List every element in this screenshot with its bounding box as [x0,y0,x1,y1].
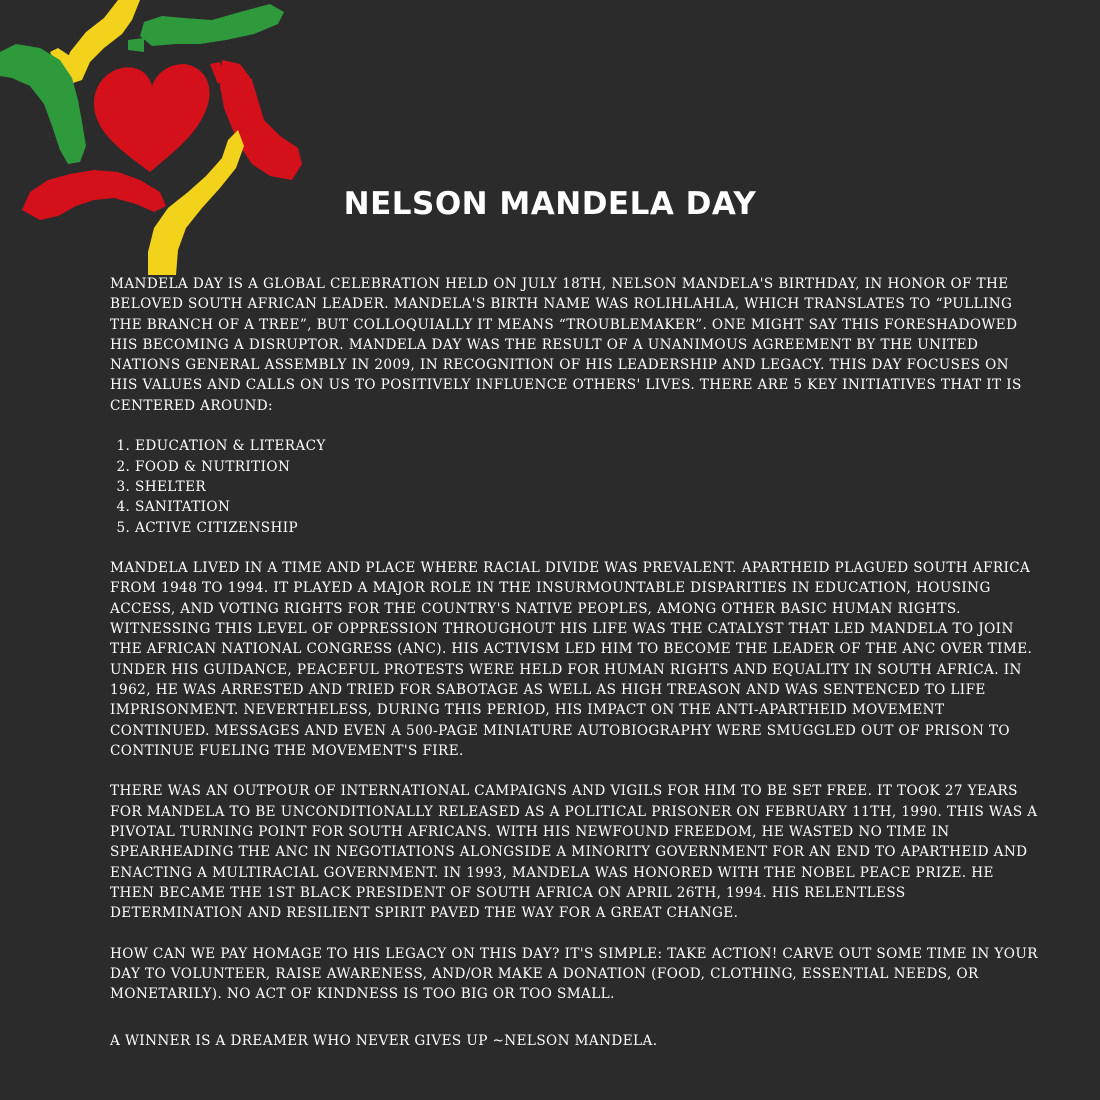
closing-quote: A WINNER IS A DREAMER WHO NEVER GIVES UP ~NELSON MANDELA. [110,1033,658,1049]
heart-icon [94,64,210,172]
list-item: 2. FOOD & NUTRITION [135,457,1040,477]
article-body [110,274,1040,1025]
list-item: 3. SHELTER [135,477,1040,497]
intro-paragraph: MANDELA DAY IS A GLOBAL CELEBRATION HELD ON JULY 18TH, NELSON MANDELA'S BIRTHDAY, IN HONOR OF THE BELOVED SOUTH AFRICAN LEADER. MANDELA'S BIRTH NAME WAS ROLIHLAHLA, WHICH TRANSLATES TO “PULLING THE BRANCH OF A TREE”, BUT COLLOQUIALLY IT MEANS “TROUBLEMAKER”. ONE MIGHT SAY THIS FORESHADOWED HIS BECOMING A DISRUPTOR. MANDELA DAY WAS THE RESULT OF A UNANIMOUS AGREEMENT BY THE UNITED NATIONS GENERAL ASSEMBLY IN 2009, IN RECOGNITION OF HIS LEADERSHIP AND LEGACY. THIS DAY FOCUSES ON HIS VALUES AND CALLS ON US TO POSITIVELY INFLUENCE OTHERS' LIVES. THERE ARE 5 KEY INITIATIVES THAT IT IS CENTERED AROUND: [110,276,1022,414]
history-paragraph: MANDELA LIVED IN A TIME AND PLACE WHERE RACIAL DIVIDE WAS PREVALENT. APARTHEID PLAGUED SOUTH AFRICA FROM 1948 TO 1994. IT PLAYED A MAJOR ROLE IN THE INSURMOUNTABLE DISPARITIES IN EDUCATION, HOUSING ACCESS, AND VOTING RIGHTS FOR THE COUNTRY'S NATIVE PEOPLES, AMONG OTHER BASIC HUMAN RIGHTS. WITNESSING THIS LEVEL OF OPPRESSION THROUGHOUT HIS LIFE WAS THE CATALYST THAT LED MANDELA TO JOIN THE AFRICAN NATIONAL CONGRESS (ANC). HIS ACTIVISM LED HIM TO BECOME THE LEADER OF THE ANC OVER TIME. UNDER HIS GUIDANCE, PEACEFUL PROTESTS WERE HELD FOR HUMAN RIGHTS AND EQUALITY IN SOUTH AFRICA. IN 1962, HE WAS ARRESTED AND TRIED FOR SABOTAGE AS WELL AS HIGH TREASON AND WAS SENTENCED TO LIFE IMPRISONMENT. NEVERTHELESS, DURING THIS PERIOD, HIS IMPACT ON THE ANTI-APARTHEID MOVEMENT CONTINUED. MESSAGES AND EVEN A 500-PAGE MINIATURE AUTOBIOGRAPHY WERE SMUGGLED OUT OF PRISON TO CONTINUE FUELING THE MOVEMENT'S FIRE. [110,560,1033,759]
list-item: 5. ACTIVE CITIZENSHIP [135,518,1040,538]
hands-heart-logo-icon [0,0,310,275]
list-item: 4. SANITATION [135,497,1040,517]
list-item: 1. EDUCATION & LITERACY [135,436,1040,456]
green-hand-top-right-icon [128,4,284,52]
release-paragraph: THERE WAS AN OUTPOUR OF INTERNATIONAL CAMPAIGNS AND VIGILS FOR HIM TO BE SET FREE. IT TOOK 27 YEARS FOR MANDELA TO BE UNCONDITIONALLY RELEASED AS A POLITICAL PRISONER ON FEBRUARY 11TH, 1990. THIS WAS A PIVOTAL TURNING POINT FOR SOUTH AFRICANS. WITH HIS NEWFOUND FREEDOM, HE WASTED NO TIME IN SPEARHEADING THE ANC IN NEGOTIATIONS ALONGSIDE A MINORITY GOVERNMENT FOR AN END TO APARTHEID AND ENACTING A MULTIRACIAL GOVERNMENT. IN 1993, MANDELA WAS HONORED WITH THE NOBEL PEACE PRIZE. HE THEN BECAME THE 1ST BLACK PRESIDENT OF SOUTH AFRICA ON APRIL 26TH, 1994. HIS RELENTLESS DETERMINATION AND RESILIENT SPIRIT PAVED THE WAY FOR A GREAT CHANGE. [110,783,1038,922]
page-title: NELSON MANDELA DAY [343,186,757,222]
initiatives-list [110,436,1040,537]
action-paragraph: HOW CAN WE PAY HOMAGE TO HIS LEGACY ON THIS DAY? IT'S SIMPLE: TAKE ACTION! CARVE OUT SOME TIME IN YOUR DAY TO VOLUNTEER, RAISE AWARENESS, AND/OR MAKE A DONATION (FOOD, CLOTHING, ESSENTIAL NEEDS, OR MONETARILY). NO ACT OF KINDNESS IS TOO BIG OR TOO SMALL. [110,945,1038,1003]
